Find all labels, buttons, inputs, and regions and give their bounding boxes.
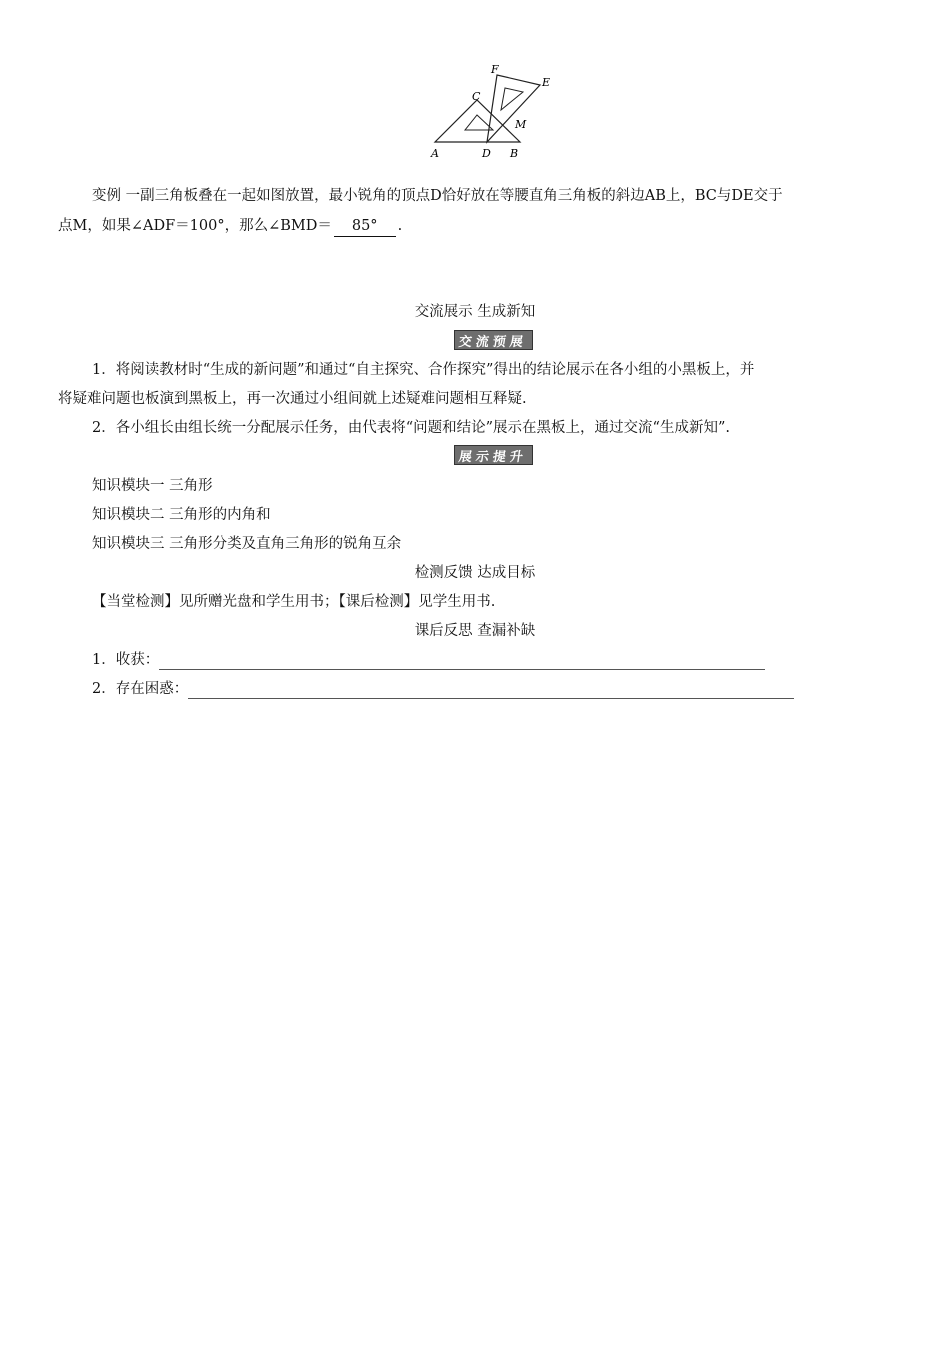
item-1-line-2: 将疑难问题也板演到黑板上，再一次通过小组间就上述疑难问题相互释疑. (58, 391, 527, 407)
harvest-row (92, 650, 765, 670)
badge-exchange-preview-text: 交流预展 (458, 334, 529, 350)
label-e: E (542, 76, 551, 89)
triangle-def (487, 75, 540, 142)
section-title-reflection: 课后反思 查漏补缺 (414, 623, 536, 639)
badge-exchange-preview (454, 330, 533, 350)
variant-line-2-prefix: 点M，如果∠ADF＝100°，那么∠BMD＝ (58, 218, 332, 234)
triangle-ruler-figure (425, 60, 565, 160)
variant-line-2-suffix: . (397, 218, 403, 234)
section-title-exchange: 交流展示 生成新知 (414, 304, 536, 320)
confusion-label: 2．存在困惑： (92, 681, 189, 697)
label-d: D (482, 147, 491, 160)
badge-show-improve-text: 展示提升 (458, 449, 529, 465)
badge-show-improve (454, 445, 533, 465)
section-title-feedback: 检测反馈 达成目标 (414, 565, 536, 581)
module-3: 知识模块三 三角形分类及直角三角形的锐角互余 (92, 536, 402, 552)
harvest-label: 1．收获： (92, 652, 160, 668)
confusion-blank-line (188, 684, 794, 699)
answer-blank: 85° (334, 216, 396, 237)
variant-line-1: 变例 一副三角板叠在一起如图放置，最小锐角的顶点D恰好放在等腰直角三角板的斜边AB上，BC与DE交于 (92, 188, 783, 204)
test-info: 【当堂检测】见所赠光盘和学生用书；【课后检测】见学生用书. (92, 594, 496, 610)
variant-line-2 (58, 216, 402, 237)
label-c: C (472, 90, 481, 103)
label-f: F (491, 63, 499, 76)
label-m: M (515, 118, 527, 131)
label-b: B (510, 147, 519, 160)
harvest-blank-line (159, 655, 765, 670)
module-2: 知识模块二 三角形的内角和 (92, 507, 271, 523)
confusion-row (92, 679, 794, 699)
module-1: 知识模块一 三角形 (92, 478, 213, 494)
label-a: A (431, 147, 439, 160)
item-2: 2．各小组长由组长统一分配展示任务，由代表将“问题和结论”展示在黑板上，通过交流“生成新知”. (92, 420, 730, 436)
item-1-line-1: 1．将阅读教材时“生成的新问题”和通过“自主探究、合作探究”得出的结论展示在各小组的小黑板上，并 (92, 362, 755, 378)
